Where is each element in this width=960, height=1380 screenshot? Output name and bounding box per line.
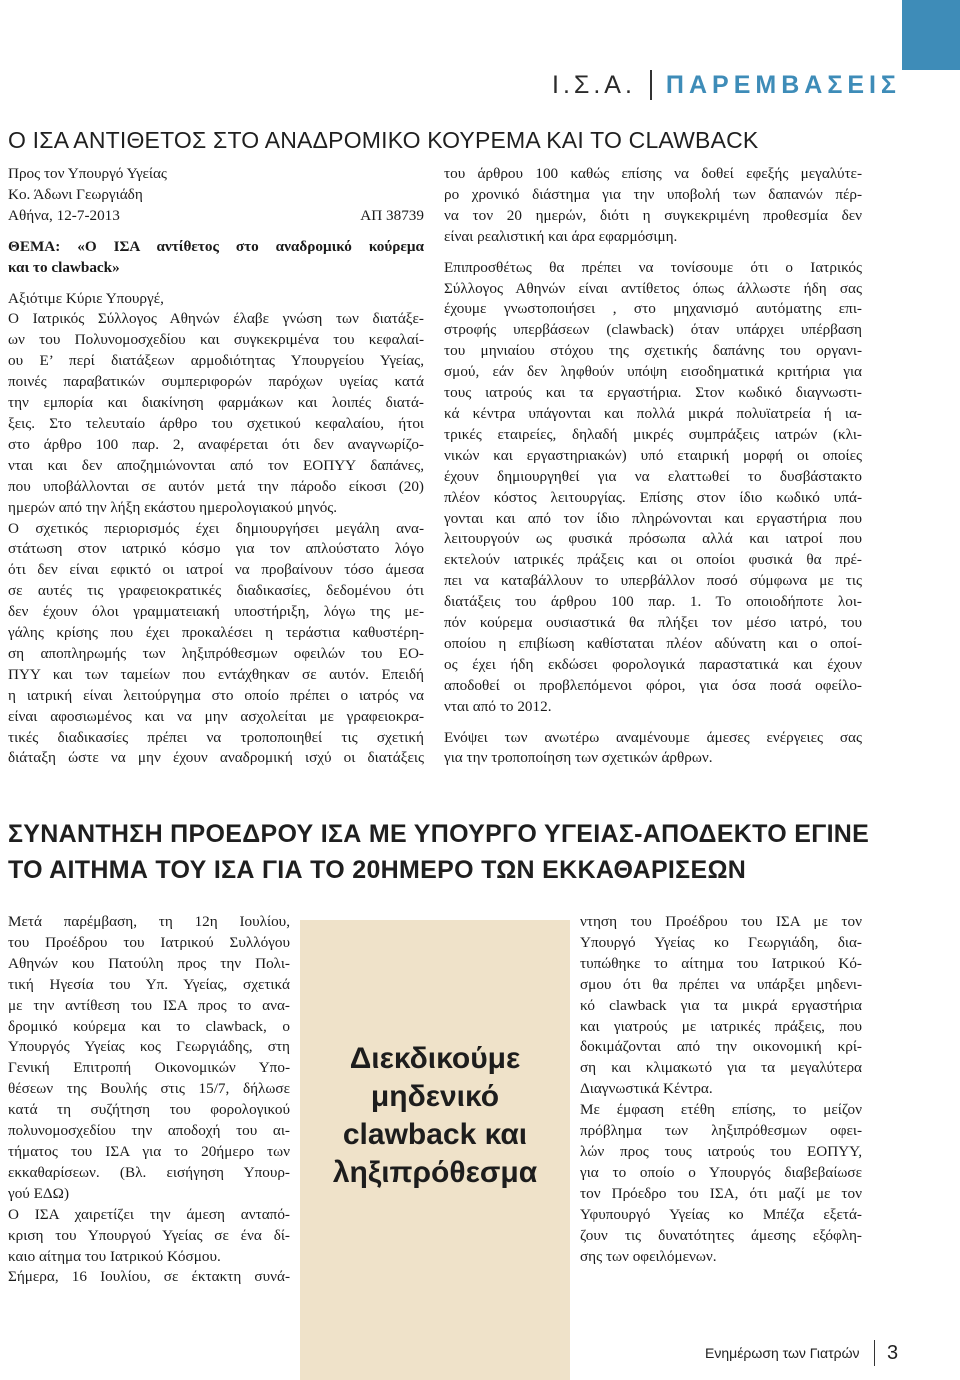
text-line: Υφυπουργό Υγείας κο Μπέζα εξετά- xyxy=(580,1205,862,1223)
text-line: ση αποπληρωμής των ληξιπρόθεσμων οφειλών του ΕΟ- xyxy=(8,644,424,662)
text-line: Ο ΙΣΑ χαιρετίζει την άμεση ανταπό- xyxy=(8,1205,290,1223)
text-line: εκκαθαρίσεων. (Βλ. εισήγηση Υπουρ- xyxy=(8,1163,290,1181)
text-line: η ιατρική είναι λειτούργημα στο οποίο πρέπει ο ιατρός να xyxy=(8,686,424,704)
letter-recipient-name: Κο. Άδωνι Γεωργιάδη xyxy=(8,185,143,203)
text-line: ντηση του Προέδρου του ΙΣΑ με τον xyxy=(580,913,862,930)
text-line: νται από το 2012. xyxy=(444,697,552,715)
section-header xyxy=(552,68,901,102)
text-line: ου Ε’ περί διατάξεων αρμοδιότητας Υπουργείου Υγείας, xyxy=(8,352,424,370)
text-line: ότι δεν είναι εφικτό οι ιατροί να προβαίνουν τόσο άμεσα xyxy=(8,561,424,579)
text-line: την εμπορία και διακίνηση φαρμάκων και λοιπές διατά- xyxy=(8,394,424,412)
header-org: Ι.Σ.Α. xyxy=(552,70,636,99)
text-line: διάταξη ώστε να μην έχουν αναδρομική ισχύ οι διατάξεις xyxy=(8,749,424,767)
text-line: ων του Πολυνομοσχεδίου και συγκεκριμένα του κεφαλαί- xyxy=(8,331,424,349)
article2-right-column xyxy=(580,912,862,1267)
text-line: Διαγνωστικά Κέντρα. xyxy=(580,1080,713,1098)
text-line: πλέον κόστος λειτουργίας. Επίσης στον ίδιο κωδικό υπά- xyxy=(444,488,862,506)
text-line: ξεις. Στο τελευταίο άρθρο του σχετικού κεφαλαίου, ήτοι xyxy=(8,414,424,432)
text-line: τρικές εταιρείες, δηλαδή μικρές συμπράξεις ιατρών (κλι- xyxy=(444,425,862,443)
text-line: πει να καταβάλλουν το υπερβάλλον ποσό σύμφωνα με τις xyxy=(444,572,862,590)
text-line: οποίου η επιβίωση καθίσταται πλέον αδύνατη και ο οποί- xyxy=(444,634,862,652)
text-line: στο άρθρο 100 παρ. 2, αναφέρεται ότι δεν αναγνωρίζο- xyxy=(8,435,424,453)
text-line: κά κέντρα υπάγονται και πολλά μικρά πολυϊατρεία ή ια- xyxy=(444,404,862,422)
text-line: λών προς τους ιατρούς του ΕΟΠΥΥ, xyxy=(580,1142,862,1160)
article1-right-column xyxy=(444,164,862,769)
text-line: δοκιμάζονται από την οικονομική κρί- xyxy=(580,1038,862,1056)
text-line: Αξιότιμε Κύριε Υπουργέ, xyxy=(8,289,164,307)
text-line: λειτουργούν ως φυσικά πρόσωπα αλλά και ιατροί που xyxy=(444,530,862,548)
letter-date-ref-row xyxy=(8,206,424,227)
callout-text xyxy=(300,1040,570,1192)
text-line: στροφής υπερβάσεων (clawback) όταν υπάρχει υπέρβαση xyxy=(444,321,862,339)
text-line: Μετά παρέμβαση, τη 12η Ιουλίου, xyxy=(8,913,290,930)
callout-line: clawback και xyxy=(342,1118,528,1151)
article2-left-column xyxy=(8,912,290,1288)
text-line: πρόβλημα των ληξιπρόθεσμων οφει- xyxy=(580,1122,862,1140)
text-line: του Προέδρου του Ιατρικού Συλλόγου xyxy=(8,933,290,951)
text-line: τυπώθηκε το αίτημα του Ιατρικού Κό- xyxy=(580,954,862,972)
text-line: κατά τη συζήτηση του φορολογικού xyxy=(8,1101,290,1119)
text-line: νται και δεν αποζημιώνονται από τον ΕΟΠΥΥ δαπάνες, xyxy=(8,456,424,474)
text-line: τική Ηγεσία του Υπ. Υγείας, σχετικά xyxy=(8,975,290,993)
text-line: νικών και εργαστηριακών) υπό εταιρική μορφή οι οποίες xyxy=(444,446,862,464)
text-line: έχουμε γνωστοποιήσει , στο μηχανισμό αυτόματης επι- xyxy=(444,300,862,318)
article2-title-line1: ΣΥΝΑΝΤΗΣΗ ΠΡΟΕΔΡΟΥ ΙΣΑ ΜΕ ΥΠΟΥΡΓΟ ΥΓΕΙΑΣ-ΑΠΟΔΕΚΤΟ ΕΓΙΝΕ xyxy=(8,820,870,848)
callout-line: Διεκδικούμε xyxy=(349,1042,521,1075)
text-line: δεν έχουν όλοι γραμματειακή υποστήριξη, λόγω της με- xyxy=(8,603,424,621)
callout-line: ληξιπρόθεσμα xyxy=(332,1156,538,1189)
letter-subject-line: ΘΕΜΑ: «Ο ΙΣΑ αντίθετος στο αναδρομικό κούρεμα xyxy=(8,237,424,255)
text-line: ΠΥΥ και των ταμείων που εντάχθηκαν σε αυτόν. Επειδή xyxy=(8,665,424,683)
letter-subject-line: και το clawback» xyxy=(8,258,120,276)
text-line: Ο Ιατρικός Σύλλογος Αθηνών έλαβε γνώση των διατάξε- xyxy=(8,310,424,328)
article2-title-line2: ΤΟ ΑΙΤΗΜΑ ΤΟΥ ΙΣΑ ΓΙΑ ΤΟ 20ΗΜΕΡΟ ΤΩΝ ΕΚΚΑΘΑΡΙΣΕΩΝ xyxy=(8,856,747,884)
text-line: τον Πρόεδρο του ΙΣΑ, ότι μαζί με τον xyxy=(580,1184,862,1202)
text-line: πολυνομοσχεδίου την αποδοχή του αι- xyxy=(8,1122,290,1140)
text-line: θέσεων της Βουλής στις 15/7, δήλωσε xyxy=(8,1080,290,1098)
text-line: Ο σχετικός περιορισμός έχει δημιουργήσει μεγάλη ανα- xyxy=(8,519,424,537)
text-line: του άρθρου 100 καθώς επίσης να δοθεί εφεξής μεγαλύτε- xyxy=(444,165,862,182)
text-line: σης των οφειλόμενων. xyxy=(580,1247,717,1265)
text-line: ζουν τις δυνατότητες άμεσης εξόφλη- xyxy=(580,1226,862,1244)
text-line: με την αντίθεση του ΙΣΑ προς το ανα- xyxy=(8,996,290,1014)
text-line: γάλης κρίσης που έχει προκαλέσει η τεράστια καθυστέρη- xyxy=(8,624,424,642)
letter-place-date: Αθήνα, 12-7-2013 xyxy=(8,206,120,224)
text-line: του μηνιαίου στόχου της σχετικής δαπάνης του οργανι- xyxy=(444,342,862,360)
text-line: διατάξεις του άρθρου 100 παρ. 1. Το οποιοδήποτε λοι- xyxy=(444,593,862,611)
text-line: ημερών από την λήξη εκάστου ημερολογιακού μηνός. xyxy=(8,498,338,516)
text-line: Γενική Επιτροπή Οικονομικών Υπο- xyxy=(8,1059,290,1077)
text-line: εκτελούν ιατρικές πράξεις και οι οποίοι φυσικά θα πρέ- xyxy=(444,551,862,569)
text-line: Σύλλογος Αθηνών είναι αντίθετος όπως άλλωστε ήδη σας xyxy=(444,279,862,297)
footer-publication: Ενημέρωση των Γιατρών xyxy=(705,1345,860,1361)
text-line: Υπουργός Υγείας κος Γεωργιάδης, στη xyxy=(8,1038,290,1056)
text-line: που υποβάλλονται σε αυτόν μετά την πάροδο είκοσι (20) xyxy=(8,477,424,495)
callout-box xyxy=(300,920,570,1380)
text-line: για την τροποποίηση των σχετικών άρθρων. xyxy=(444,749,713,767)
text-line: ση και κλιμακωτό για τα μεγαλύτερα xyxy=(580,1059,862,1077)
text-line: ποινές παραβατικών συμπεριφορών παρόχων υγείας κατά xyxy=(8,373,424,391)
text-line: Επιπροσθέτως θα πρέπει να τονίσουμε ότι ο Ιατρικός xyxy=(444,258,862,276)
callout-line: μηδενικό xyxy=(370,1080,500,1113)
text-line: κό clawback για τα μικρά εργαστήρια xyxy=(580,996,862,1014)
text-line: κριση του Υπουργού Υγείας σε ένα δί- xyxy=(8,1226,290,1244)
text-line: σε αυτές τις γραφειοκρατικές διαδικασίες, δεδομένου ότι xyxy=(8,582,424,600)
text-line: Αθηνών κου Πατούλη προς την Πολι- xyxy=(8,954,290,972)
text-line: σμου ότι θα πρέπει να υπάρξει μηδενι- xyxy=(580,975,862,993)
text-line: Σήμερα, 16 Ιουλίου, σε έκτακτη συνά- xyxy=(8,1268,290,1286)
header-section-title: ΠΑΡΕΜΒΑΣΕΙΣ xyxy=(665,70,901,99)
corner-accent-block xyxy=(902,0,960,70)
letter-reference: ΑΠ 38739 xyxy=(360,206,424,224)
page-footer xyxy=(705,1338,960,1368)
text-line: γού ΕΔΩ) xyxy=(8,1184,70,1202)
letter-recipient: Προς τον Υπουργό Υγείας xyxy=(8,165,167,182)
text-line: ρο χρονικό διάστημα για την υποβολή των δαπανών πέρ- xyxy=(444,185,862,203)
article1-left-column xyxy=(8,164,424,769)
text-line: έχουν δημιουργηθεί για να ελαττωθεί το δυσβάστακτο xyxy=(444,467,862,485)
text-line: Ενόψει των ανωτέρω αναμένουμε άμεσες ενέργειες σας xyxy=(444,728,862,746)
text-line: τήματος του ΙΣΑ για το 20ήμερο των xyxy=(8,1142,290,1160)
text-line: αποδοθεί οι προβλεπόμενοι φόροι, για όσα ποσά οφείλο- xyxy=(444,676,862,694)
text-line: τικές διαδικασίες πρέπει να τροποποιηθεί τις σχετική xyxy=(8,728,424,746)
text-line: στάτωση στον ιατρικό κόσμο για τον απλούστατο λόγο xyxy=(8,540,424,558)
text-line: είναι ρεαλιστική και άρα εφαρμόσιμη. xyxy=(444,227,678,245)
article1-title: Ο ΙΣΑ ΑΝΤΙΘΕΤΟΣ ΣΤΟ ΑΝΑΔΡΟΜΙΚΟ ΚΟΥΡΕΜΑ ΚΑΙ ΤΟ CLAWBACK xyxy=(8,127,759,153)
text-line: ος έχει ήδη εκδώσει φορολογικά παραστατικά και έχουν xyxy=(444,655,862,673)
header-divider xyxy=(650,70,652,100)
text-line: σμού, εάν δεν ληφθούν υπόψη εισοδηματικά κριτήρια για xyxy=(444,363,862,381)
text-line: πόν κούρεμα ουσιαστικά θα πλήξει τον μέσο ιατρό, του xyxy=(444,614,862,632)
text-line: και γιατρούς με ιατρικές πράξεις, που xyxy=(580,1017,862,1035)
text-line: να τον 20 ημερών, διότι η συγκεκριμένη προθεσμία δεν xyxy=(444,206,862,224)
text-line: για το οποίο ο Υπουργός διαβεβαίωσε xyxy=(580,1163,862,1181)
text-line: Με έμφαση ετέθη επίσης, το μείζον xyxy=(580,1101,862,1119)
text-line: καιο αίτημα του Ιατρικού Κόσμου. xyxy=(8,1247,221,1265)
text-line: είναι αφοσιωμένος και να μην ασχολείται με γραφειοκρα- xyxy=(8,707,424,725)
footer-divider xyxy=(874,1340,876,1366)
text-line: δρομικό κούρεμα και το clawback, ο xyxy=(8,1017,290,1035)
page-number: 3 xyxy=(887,1341,899,1364)
text-line: γονται και από τον ίδιο πληρώνονται και εργαστήρια που xyxy=(444,509,862,527)
text-line: τους ιατρούς και τα εργαστήρια. Στον κωδικό διαγνωστι- xyxy=(444,384,862,402)
text-line: Υπουργό Υγείας κο Γεωργιάδη, δια- xyxy=(580,933,862,951)
